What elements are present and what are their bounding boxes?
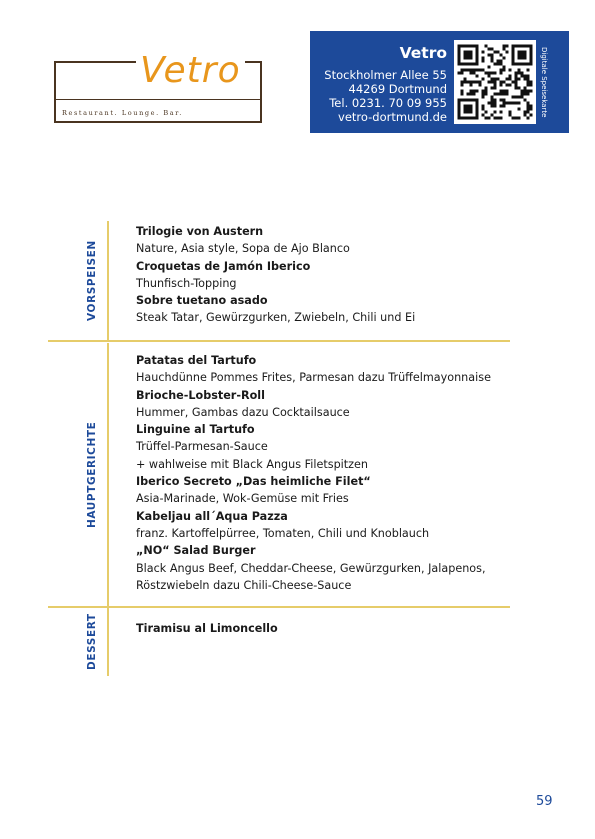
menu-item-title: Trilogie von Austern [136,225,264,238]
phone-number: Tel. 0231. 70 09 955 [329,96,447,110]
menu-item-description: Röstzwiebeln dazu Chili-Cheese-Sauce [136,578,352,592]
menu-item-description: Hummer, Gambas dazu Cocktailsauce [136,405,350,419]
menu-item-description: Trüffel-Parmesan-Sauce [136,440,268,454]
section-divider-horizontal [48,606,510,608]
menu-item-description: Steak Tatar, Gewürzgurken, Zwiebeln, Chili und Ei [136,311,416,325]
menu-item-description: Thunfisch-Topping [136,276,237,290]
menu-item-title: Brioche-Lobster-Roll [136,388,265,402]
menu-item-title: Croquetas de Jamón Iberico [136,259,311,273]
logo-divider [54,99,262,100]
menu-item-description: franz. Kartoffelpürree, Tomaten, Chili und Knoblauch [136,526,430,540]
menu-item-title: Kabeljau all´Aqua Pazza [136,509,288,523]
logo-frame-right [260,61,262,123]
menu-item-description: Asia-Marinade, Wok-Gemüse mit Fries [136,492,349,506]
section-label-dessert: DESSERT [86,613,98,671]
logo-wordmark: Vetro [136,49,245,93]
menu-item-title: „NO“ Salad Burger [136,544,256,558]
restaurant-name: Vetro [399,44,447,62]
restaurant-logo [54,50,262,123]
contact-box [310,31,569,133]
menu-item-description: Black Angus Beef, Cheddar-Cheese, Gewürzgurken, Jalapenos, [136,561,486,575]
website-link[interactable]: vetro-dortmund.de [338,110,447,124]
address-city: 44269 Dortmund [348,82,447,96]
menu-item-description: Nature, Asia style, Sopa de Ajo Blanco [136,242,350,256]
dessert-list [136,620,576,637]
menu-item-title: Sobre tuetano asado [136,294,268,308]
logo-frame-bottom [54,121,262,123]
page-number: 59 [536,794,553,809]
logo-tagline: Restaurant. Lounge. Bar. [62,109,183,117]
menu-item-title: Linguine al Tartufo [136,423,255,437]
qr-caption: Digitale Speisekarte [540,46,548,118]
menu-item-title: Patatas del Tartufo [136,354,257,367]
mains-list [136,352,576,594]
section-divider-vertical [107,608,109,676]
menu-item-description: + wahlweise mit Black Angus Filetspitzen [136,457,369,471]
starters-list [136,223,576,327]
logo-frame-left [54,61,56,123]
section-divider-horizontal [48,340,510,342]
menu-item-description: Hauchdünne Pommes Frites, Parmesan dazu Trüffelmayonnaise [136,371,491,385]
section-divider-vertical [107,343,109,606]
menu-item-title: Tiramisu al Limoncello [136,622,278,635]
section-label-starters: VORSPEISEN [86,240,98,322]
section-label-mains: HAUPTGERICHTE [86,421,98,528]
qr-code-icon[interactable] [454,40,536,124]
address-street: Stockholmer Allee 55 [324,68,447,82]
section-divider-vertical [107,221,109,341]
menu-item-title: Iberico Secreto „Das heimliche Filet“ [136,475,371,489]
